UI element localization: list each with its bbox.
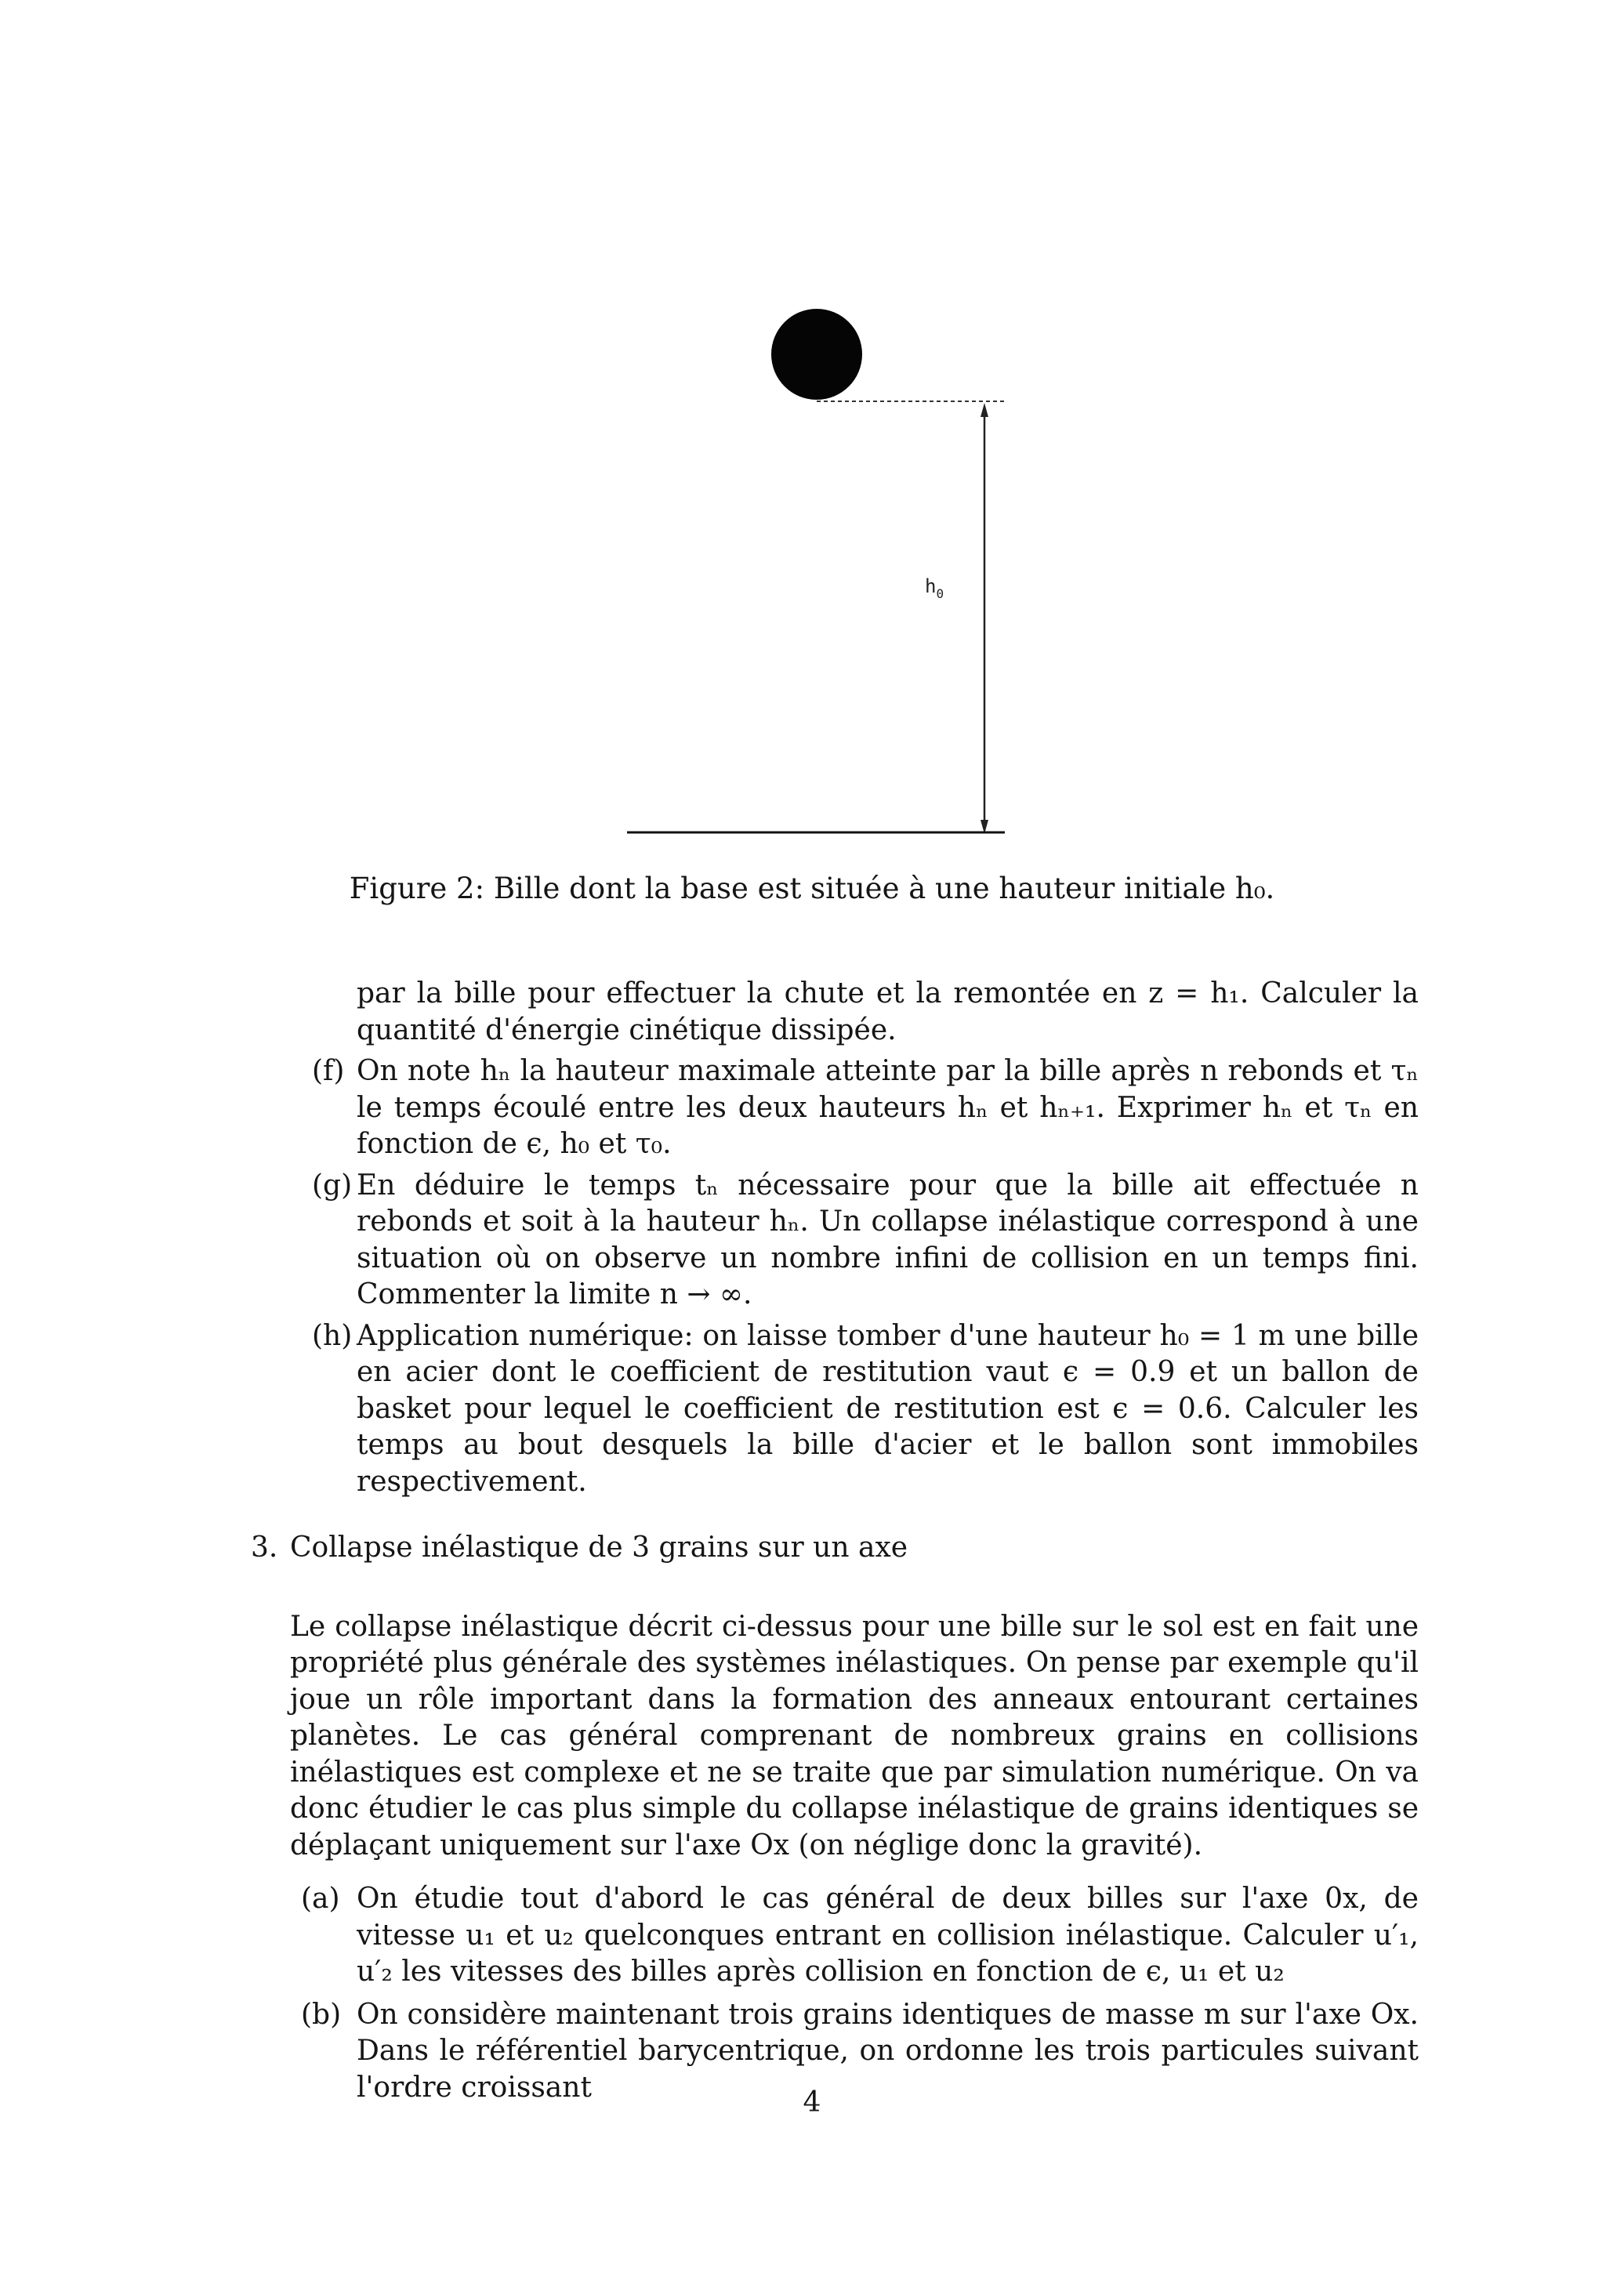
item-label: (g) bbox=[312, 1169, 353, 1202]
section-number: 3. bbox=[251, 1532, 278, 1564]
list-item bbox=[290, 1053, 1419, 1163]
continuation-paragraph: par la bille pour effectuer la chute et la remontée en z = h₁. Calculer la quantité d'énergie cinétique dissipée. bbox=[357, 977, 1419, 1046]
list-item bbox=[290, 1168, 1419, 1314]
list-item bbox=[290, 1318, 1419, 1501]
item-text: Application numérique: on laisse tomber d'une hauteur h₀ = 1 m une bille en acier dont le coefficient de restitution vaut ϵ = 0.9 et un ballon de basket pour lequel le coefficient de restitution est ϵ = 0.6. Calculer les temps au bout desquels la bille d'acier et le ballon sont immobiles respectivement. bbox=[357, 1319, 1419, 1498]
sub-item-label: (b) bbox=[301, 1998, 342, 2031]
item-text: En déduire le temps tₙ nécessaire pour que la bille ait effectuée n rebonds et soit à la hauteur hₙ. Un collapse inélastique correspond à une situation où on observe un nombre infini de collision en un temps fini. Commenter la limite n → ∞. bbox=[357, 1169, 1419, 1310]
sub-item-text: On étudie tout d'abord le cas général de deux billes sur l'axe 0x, de vitesse u₁ et u₂ quelconques entrant en collision inélastique. Calculer u′₁, u′₂ les vitesses des billes après collision en fonction de ϵ, u₁ et u₂ bbox=[357, 1883, 1419, 1988]
height-label: $h_0$ bbox=[925, 575, 944, 601]
arrow-head-top bbox=[981, 403, 988, 417]
item-label: (f) bbox=[312, 1055, 345, 1087]
sub-item bbox=[290, 1881, 1419, 1991]
section-title: Collapse inélastique de 3 grains sur un axe bbox=[290, 1532, 908, 1564]
section-intro: Le collapse inélastique décrit ci-dessus pour une bille sur le sol est en fait une propriété plus générale des systèmes inélastiques. On pense par exemple qu'il joue un rôle important dans la formation des anneaux entourant certaines planètes. Le cas général comprenant de nombreux grains en collisions inélastiques est complexe et ne se traite que par simulation numérique. On va donc étudier le cas plus simple du collapse inélastique de grains identiques se déplaçant uniquement sur l'axe Ox (on néglige donc la gravité). bbox=[290, 1610, 1419, 1861]
item-label: (h) bbox=[312, 1319, 353, 1352]
document-body bbox=[251, 976, 1419, 2106]
page-number: 4 bbox=[803, 2086, 821, 2119]
ball bbox=[771, 309, 862, 400]
sub-item-text: On considère maintenant trois grains identiques de masse m sur l'axe Ox. Dans le référentiel barycentrique, on ordonne les trois particules suivant l'ordre croissant bbox=[357, 1998, 1419, 2104]
item-text: On note hₙ la hauteur maximale atteinte par la bille après n rebonds et τₙ le temps écoulé entre les deux hauteurs hₙ et hₙ₊₁. Exprimer hₙ et τₙ en fonction de ϵ, h₀ et τ₀. bbox=[357, 1055, 1419, 1160]
figure-caption: Figure 2: Bille dont la base est située à une hauteur initiale h₀. bbox=[349, 872, 1275, 905]
sub-item-label: (a) bbox=[301, 1883, 340, 1915]
section-heading bbox=[251, 1530, 1419, 1567]
figure-2-diagram bbox=[0, 0, 1624, 862]
